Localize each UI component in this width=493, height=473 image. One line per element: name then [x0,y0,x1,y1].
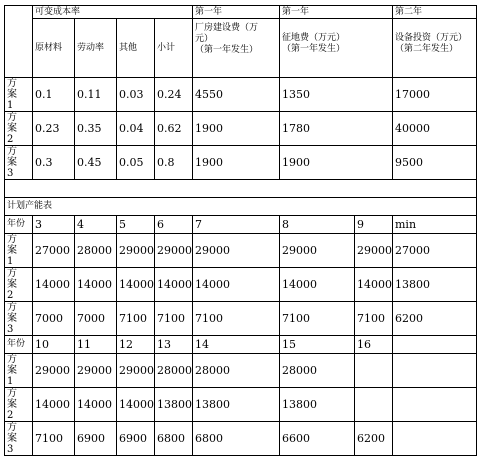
row-label [5,112,33,146]
capacity-cell [355,354,393,388]
capacity-data-row [5,234,477,268]
cost-data-row [5,146,477,180]
capacity-cell: 6200 [393,302,477,336]
row-label-char: 方 [7,78,17,89]
cost-cell: 4550 [193,78,280,112]
row-label-char: 案 [7,245,17,256]
cost-header-row [5,6,477,19]
row-label-char: 方 [7,422,17,433]
cost-cell: 17000 [393,78,477,112]
year2-header: 第二年 [393,6,477,19]
capacity-data-row [5,268,477,302]
capacity-cell: 7000 [33,302,75,336]
row-label-char: 方 [7,302,17,313]
blank-row [5,180,477,198]
capacity-cell: 14000 [33,388,75,422]
data-sheet [4,5,477,456]
year-cell: 9 [355,216,393,234]
row-label-char: 方 [7,146,17,157]
cost-cell: 0.62 [155,112,193,146]
capacity-cell: 6900 [75,422,117,456]
cost-subheader: 小计 [155,19,193,78]
corner-cell [5,6,33,78]
row-label-char: 2 [7,290,14,301]
row-label-char: 方 [7,234,17,245]
capacity-cell: 7000 [75,302,117,336]
cost-cell: 1900 [193,146,280,180]
capacity-cell: 14000 [355,268,393,302]
year-cell: 7 [193,216,280,234]
capacity-cell: 29000 [33,354,75,388]
year-cell: min [393,216,477,234]
capacity-cell: 13800 [393,268,477,302]
cost-data-row [5,78,477,112]
capacity-cell: 7100 [33,422,75,456]
year-cell: 5 [117,216,155,234]
equipment-cost-header-line: 设备投资（万元） [395,33,468,43]
cost-subheader: 原材料 [33,19,75,78]
capacity-cell: 13800 [193,388,280,422]
cost-subheader-row [5,19,477,78]
capacity-cell: 14000 [75,268,117,302]
capacity-cell: 28000 [193,354,280,388]
capacity-cell: 27000 [393,234,477,268]
row-label-char: 1 [7,256,14,267]
year-cell: 15 [280,336,355,354]
year-cell: 3 [33,216,75,234]
plant-cost-header-line: 厂房建设费（万 [195,23,259,33]
row-label [5,78,33,112]
capacity-cell: 6800 [155,422,193,456]
cost-cell: 0.1 [33,78,75,112]
capacity-title: 计划产能表 [5,198,477,216]
capacity-cell: 14000 [193,268,280,302]
capacity-cell: 14000 [280,268,355,302]
row-label [5,354,33,388]
capacity-cell: 29000 [75,354,117,388]
row-label-char: 案 [7,157,17,168]
land-cost-header-line: （第一年发生） [282,44,346,54]
cost-cell: 0.04 [117,112,155,146]
capacity-cell: 27000 [33,234,75,268]
capacity-data-row [5,388,477,422]
year-cell [393,336,477,354]
capacity-cell: 6800 [193,422,280,456]
row-label-char: 方 [7,268,17,279]
cost-subheader: 其他 [117,19,155,78]
cost-cell: 0.03 [117,78,155,112]
cost-cell: 1900 [193,112,280,146]
cost-cell: 0.45 [75,146,117,180]
row-label-char: 1 [7,100,14,111]
year-cell: 11 [75,336,117,354]
capacity-cell: 28000 [75,234,117,268]
cost-cell: 40000 [393,112,477,146]
year-cell: 12 [117,336,155,354]
cost-cell: 0.24 [155,78,193,112]
cost-cell: 1780 [280,112,393,146]
row-label-char: 3 [7,168,14,179]
capacity-cell: 7100 [193,302,280,336]
year-cell: 6 [155,216,193,234]
capacity-cell: 29000 [117,354,155,388]
capacity-cell [393,354,477,388]
cost-cell: 0.8 [155,146,193,180]
cost-cell: 0.35 [75,112,117,146]
row-label-char: 3 [7,324,14,335]
capacity-cell: 6600 [280,422,355,456]
capacity-cell: 7100 [155,302,193,336]
capacity-cell: 13800 [280,388,355,422]
year-cell: 14 [193,336,280,354]
cost-cell: 0.05 [117,146,155,180]
equipment-cost-header-line: （第二年发生） [395,44,459,54]
capacity-cell: 6200 [355,422,393,456]
row-label-char: 案 [7,365,17,376]
row-label-char: 案 [7,123,17,134]
capacity-cell [393,388,477,422]
row-label-char: 案 [7,89,17,100]
capacity-cell: 14000 [117,268,155,302]
year1-header-b: 第一年 [280,6,393,19]
year-row [5,216,477,234]
row-label [5,388,33,422]
row-label-char: 案 [7,313,17,324]
year1-header-a: 第一年 [193,6,280,19]
row-label [5,422,33,456]
year-cell: 16 [355,336,393,354]
row-label [5,302,33,336]
year-row [5,336,477,354]
row-label-char: 2 [7,134,14,145]
capacity-cell: 29000 [117,234,155,268]
row-label-char: 方 [7,112,17,123]
row-label-char: 案 [7,399,17,410]
row-label-char: 案 [7,433,17,444]
plant-cost-header-line: （第一年发生） [195,45,259,55]
cost-cell: 1350 [280,78,393,112]
capacity-cell: 14000 [75,388,117,422]
row-label-char: 2 [7,410,14,421]
capacity-cell: 13800 [155,388,193,422]
row-label [5,268,33,302]
plant-cost-header [193,19,280,78]
cost-cell: 0.23 [33,112,75,146]
capacity-cell: 7100 [117,302,155,336]
capacity-data-row [5,422,477,456]
variable-cost-header: 可变成本率 [33,6,193,19]
capacity-cell: 6900 [117,422,155,456]
capacity-cell: 28000 [280,354,355,388]
capacity-cell: 29000 [355,234,393,268]
row-label-char: 1 [7,376,14,387]
row-label [5,234,33,268]
row-label-char: 案 [7,279,17,290]
cost-data-row [5,112,477,146]
capacity-cell: 7100 [280,302,355,336]
capacity-cell: 14000 [155,268,193,302]
blank-cell [5,180,477,198]
cost-cell: 9500 [393,146,477,180]
capacity-cell: 7100 [355,302,393,336]
row-label-char: 方 [7,388,17,399]
cost-subheader: 劳动率 [75,19,117,78]
land-cost-header-line: 征地费（万元） [282,33,346,43]
land-cost-header [280,19,393,78]
capacity-cell: 29000 [155,234,193,268]
capacity-cell: 14000 [117,388,155,422]
year-cell: 13 [155,336,193,354]
row-label-char: 方 [7,354,17,365]
year-cell: 4 [75,216,117,234]
cost-cell: 1900 [280,146,393,180]
plant-cost-header-line: 元） [195,34,214,44]
capacity-cell: 28000 [155,354,193,388]
capacity-data-row [5,302,477,336]
row-label-char: 3 [7,444,14,455]
capacity-cell [393,422,477,456]
equipment-cost-header [393,19,477,78]
cost-cell: 0.3 [33,146,75,180]
capacity-cell: 14000 [33,268,75,302]
year-label: 年份 [5,336,33,354]
cost-cell: 0.11 [75,78,117,112]
capacity-cell: 29000 [193,234,280,268]
capacity-cell: 29000 [280,234,355,268]
year-cell: 8 [280,216,355,234]
row-label [5,146,33,180]
capacity-title-row [5,198,477,216]
capacity-cell [355,388,393,422]
year-cell: 10 [33,336,75,354]
year-label: 年份 [5,216,33,234]
capacity-data-row [5,354,477,388]
